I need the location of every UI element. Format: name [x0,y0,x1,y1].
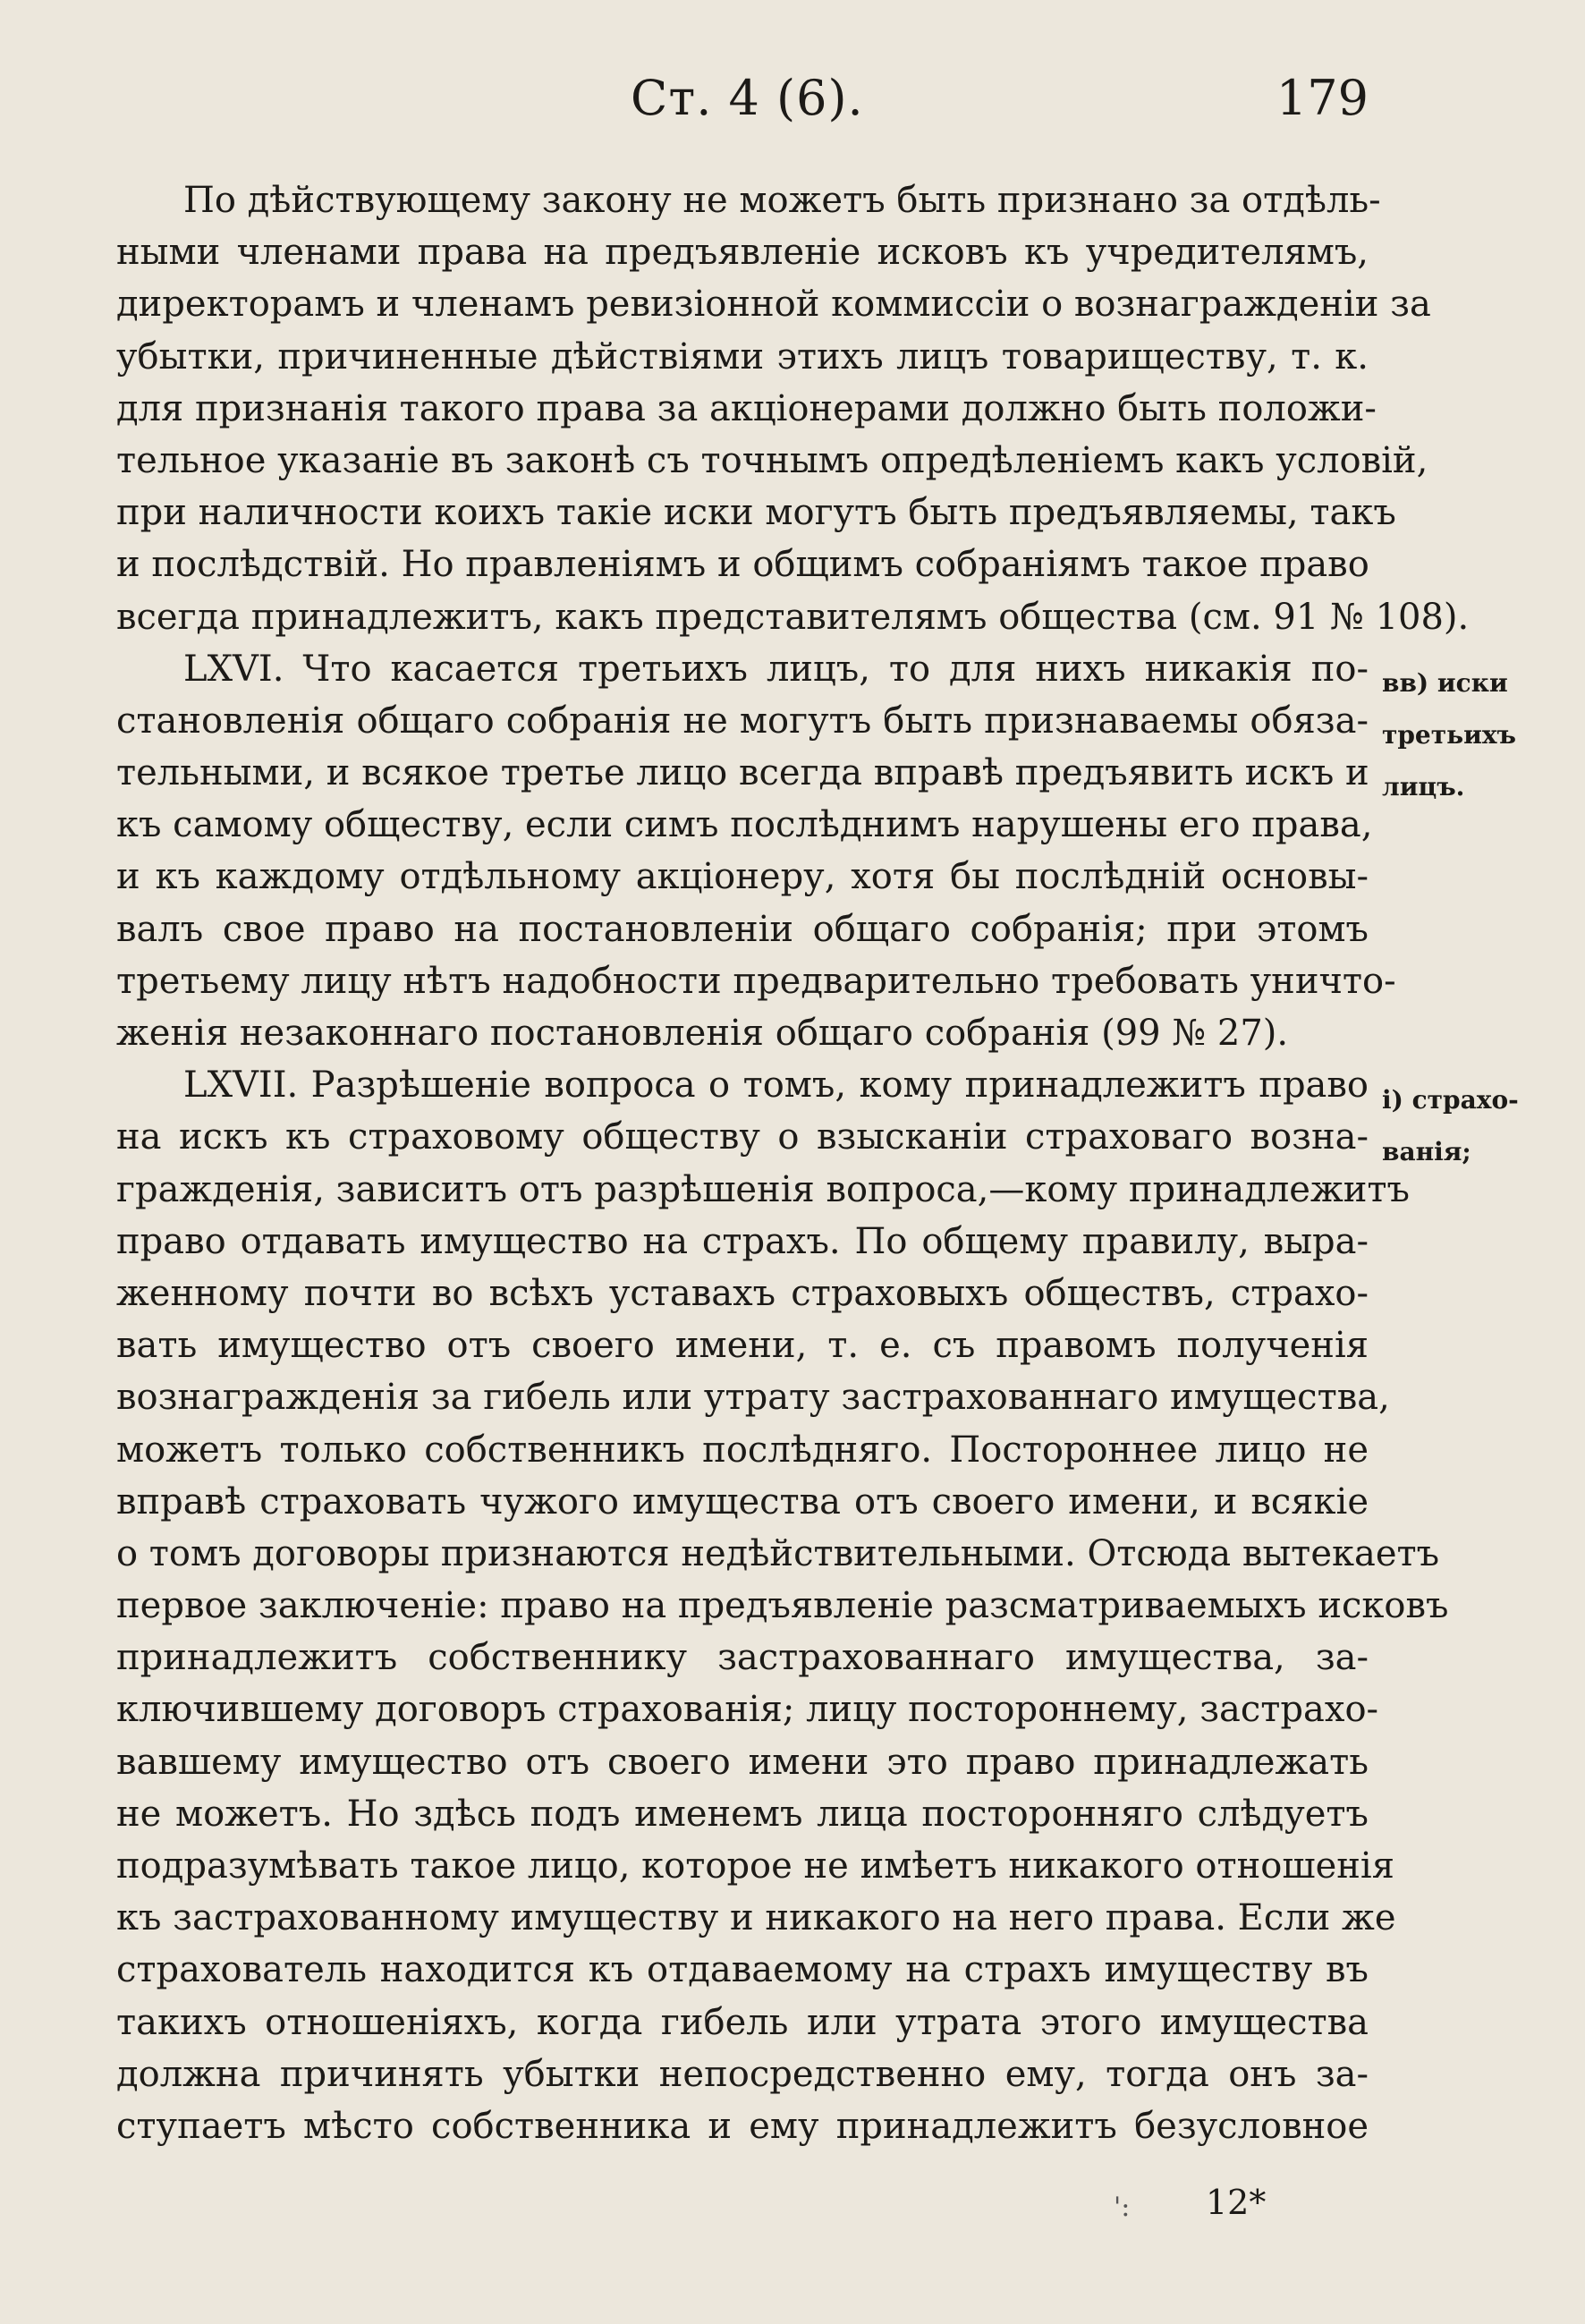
text-line: вать имущество отъ своего имени, т. е. съ правомъ полученія [116,1325,1369,1367]
text-line: можетъ только собственникъ послѣдняго. Постороннее лицо не [116,1429,1369,1471]
text-line: женному почти во всѣхъ уставахъ страховыхъ обществъ, страхо- [116,1272,1369,1314]
text-line: тельное указаніе въ законѣ съ точнымъ опредѣленіемъ какъ условій, [116,439,1428,481]
text-line: и послѣдствій. Но правленіямъ и общимъ собраніямъ такое право [116,544,1369,586]
margin-note-line: лицъ. [1382,772,1465,802]
text-line: директорамъ и членамъ ревизіонной коммиссіи о вознагражденіи за [116,284,1431,326]
margin-note-line: вв) иски [1382,668,1508,698]
margin-note-line: ванія; [1382,1137,1471,1166]
text-line: вавшему имущество отъ своего имени это право принадлежать [116,1741,1369,1783]
text-line: первое заключеніе: право на предъявленіе разсматриваемыхъ исковъ [116,1585,1449,1627]
text-line: на искъ къ страховому обществу о взысканіи страховаго возна- [116,1116,1369,1158]
text-line: для признанія такого права за акціонерами должно быть положи- [116,387,1377,429]
text-line: женія незаконнаго постановленія общаго собранія (99 № 27). [116,1013,1289,1054]
text-line: гражденія, зависитъ отъ разрѣшенія вопроса,—кому принадлежитъ [116,1168,1410,1210]
text-line: страхователь находится къ отдаваемому на страхъ имуществу въ [116,1949,1369,1991]
section-lxvii-start: LXVII. Разрѣшеніе вопроса о томъ, кому принадлежитъ право [183,1064,1369,1107]
article-title: Ст. 4 (6). [631,70,864,126]
text-line: подразумѣвать такое лицо, которое не имѣетъ никакого отношенія [116,1845,1394,1887]
text-line: третьему лицу нѣтъ надобности предварительно требовать уничто- [116,960,1396,1002]
text-line: убытки, причиненные дѣйствіями этихъ лицъ товариществу, т. к. [116,335,1369,377]
text-line: при наличности коихъ такіе иски могутъ быть предъявляемы, такъ [116,492,1396,534]
margin-note-line: третьихъ [1382,720,1517,750]
page-footer [116,2183,1369,2236]
text-line: вознагражденія за гибель или утрату застрахованнаго имущества, [116,1377,1390,1419]
text-line: тельными, и всякое третье лицо всегда вправѣ предъявить искъ и [116,752,1369,794]
text-line: вправѣ страховать чужого имущества отъ своего имени, и всякіе [116,1480,1369,1522]
page-number: 179 [1276,70,1369,126]
text-line: валъ свое право на постановленіи общаго собранія; при этомъ [116,908,1369,950]
text-line: должна причинять убытки непосредственно ему, тогда онъ за- [116,2053,1369,2095]
text-line: ступаетъ мѣсто собственника и ему принадлежитъ безусловное [116,2105,1369,2147]
margin-note-line: і) страхо- [1382,1085,1519,1115]
text-line: всегда принадлежитъ, какъ представителямъ общества (см. 91 № 108). [116,596,1470,638]
text-line: принадлежитъ собственнику застрахованнаго имущества, за- [116,1637,1369,1679]
text-line: ключившему договоръ страхованія; лицу постороннему, застрахо- [116,1689,1379,1731]
text-line: и къ каждому отдѣльному акціонеру, хотя бы послѣдній основы- [116,856,1369,898]
text-line: ными членами права на предъявленіе исковъ къ учредителямъ, [116,232,1369,274]
signature-mark: 12* [1206,2183,1267,2222]
text-line: По дѣйствующему закону не можетъ быть признано за отдѣль- [183,180,1381,221]
footer-mark: ꞌ: [1114,2192,1131,2223]
margin-note-insurance [1382,1074,1519,1178]
text-line: право отдавать имущество на страхъ. По общему правилу, выра- [116,1220,1369,1262]
margin-note-third-parties [1382,657,1516,813]
page-header [116,70,1369,132]
text-line: къ самому обществу, если симъ послѣднимъ нарушены его права, [116,804,1373,846]
text-line: къ застрахованному имуществу и никакого на него права. Если же [116,1897,1396,1939]
text-line: такихъ отношеніяхъ, когда гибель или утрата этого имущества [116,2001,1369,2043]
text-line: становленія общаго собранія не могутъ быть признаваемы обяза- [116,700,1369,742]
text-line: не можетъ. Но здѣсь подъ именемъ лица посторонняго слѣдуетъ [116,1793,1369,1835]
section-lxvi-start: LXVI. Что касается третьихъ лицъ, то для нихъ никакія по- [183,648,1369,690]
text-line: о томъ договоры признаются недѣйствительными. Отсюда вытекаетъ [116,1532,1440,1574]
